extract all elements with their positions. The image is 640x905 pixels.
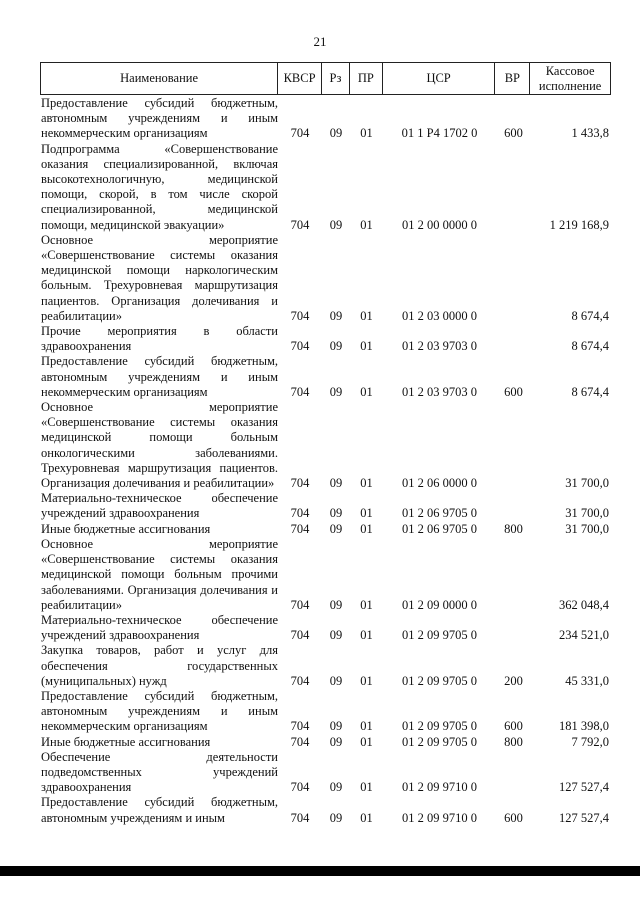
cell-kas: 45 331,0 — [565, 673, 609, 688]
table-row — [40, 537, 611, 613]
table-row — [40, 491, 611, 521]
cell-kvsr: 704 — [290, 506, 310, 521]
cell-rz: 09 — [329, 384, 343, 399]
table-row — [40, 96, 611, 142]
cell-pr: 01 — [360, 521, 373, 536]
cell-kvsr: 704 — [290, 734, 310, 749]
page-margin — [0, 876, 640, 905]
cell-name: Предоставление субсидий бюджетным, автономным учреждениям и иным некоммерческим организациям — [41, 96, 278, 141]
cell-kvsr: 704 — [290, 628, 310, 643]
cell-csr: 01 2 09 0000 0 — [402, 597, 477, 612]
cell-pr: 01 — [360, 734, 373, 749]
cell-csr: 01 2 09 9705 0 — [402, 628, 477, 643]
cell-kvsr: 704 — [290, 780, 310, 795]
header-vr: ВР — [495, 63, 530, 94]
cell-kas: 8 674,4 — [571, 384, 609, 399]
cell-pr: 01 — [360, 384, 373, 399]
cell-csr: 01 1 Р4 1702 0 — [401, 126, 478, 141]
cell-kas: 1 433,8 — [571, 126, 609, 141]
cell-kvsr: 704 — [290, 719, 310, 734]
cell-name: Прочие мероприятия в области здравоохранения — [41, 324, 278, 354]
cell-name: Основное мероприятие «Совершенствование системы оказания медицинской помощи больным прочими заболеваниями. Организация долечивания и реабилитации» — [41, 536, 278, 612]
cell-pr: 01 — [360, 780, 373, 795]
header-name: Наименование — [41, 63, 278, 94]
cell-name: Обеспечение деятельности подведомственных учреждений здравоохранения — [41, 749, 278, 795]
cell-pr: 01 — [360, 628, 373, 643]
cell-csr: 01 2 06 0000 0 — [402, 476, 477, 491]
cell-csr: 01 2 09 9705 0 — [402, 734, 477, 749]
cell-name: Иные бюджетные ассигнования — [41, 521, 211, 536]
cell-name: Подпрограмма «Совершенствование оказания специализированной, включая высокотехнологичную, медицинской помощи, скорой, в том числе скорой специализированной, медицинской помощи, медицинской эвакуации» — [41, 141, 278, 232]
cell-name: Материально-техническое обеспечение учреждений здравоохранения — [41, 491, 278, 521]
cell-rz: 09 — [329, 734, 343, 749]
cell-csr: 01 2 09 9710 0 — [402, 780, 477, 795]
table-row — [40, 613, 611, 643]
cell-kas: 127 527,4 — [559, 780, 609, 795]
cell-pr: 01 — [360, 308, 373, 323]
cell-vr: 600 — [504, 810, 523, 825]
cell-rz: 09 — [329, 597, 343, 612]
header-rz: Рз — [322, 63, 350, 94]
cell-kas: 31 700,0 — [565, 476, 609, 491]
cell-name: Предоставление субсидий бюджетным, автономным учреждениям и иным некоммерческим организациям — [41, 688, 278, 734]
cell-rz: 09 — [329, 308, 343, 323]
cell-csr: 01 2 03 9703 0 — [402, 339, 477, 354]
cell-vr: 600 — [504, 126, 523, 141]
table-row — [40, 689, 611, 735]
cell-csr: 01 2 03 0000 0 — [402, 308, 477, 323]
cell-rz: 09 — [329, 126, 343, 141]
header-pr: ПР — [350, 63, 383, 94]
cell-pr: 01 — [360, 673, 373, 688]
table-row — [40, 142, 611, 233]
table-row — [40, 400, 611, 491]
cell-kas: 234 521,0 — [559, 628, 609, 643]
cell-rz: 09 — [329, 339, 343, 354]
scan-border — [0, 866, 640, 876]
cell-pr: 01 — [360, 217, 373, 232]
cell-rz: 09 — [329, 628, 343, 643]
cell-vr: 800 — [504, 521, 523, 536]
cell-kas: 127 527,4 — [559, 810, 609, 825]
cell-kas: 362 048,4 — [559, 597, 609, 612]
cell-pr: 01 — [360, 597, 373, 612]
cell-csr: 01 2 06 9705 0 — [402, 506, 477, 521]
cell-pr: 01 — [360, 810, 373, 825]
cell-csr: 01 2 09 9705 0 — [402, 719, 477, 734]
table-row — [40, 233, 611, 324]
cell-kvsr: 704 — [290, 384, 310, 399]
cell-pr: 01 — [360, 719, 373, 734]
cell-rz: 09 — [329, 810, 343, 825]
cell-pr: 01 — [360, 476, 373, 491]
header-kvsr: КВСР — [278, 63, 322, 94]
table-row — [40, 795, 611, 825]
cell-kvsr: 704 — [290, 673, 310, 688]
table-row — [40, 354, 611, 400]
cell-rz: 09 — [329, 476, 343, 491]
cell-kas: 8 674,4 — [571, 339, 609, 354]
table-row — [40, 643, 611, 689]
table-row — [40, 522, 611, 537]
cell-kas: 1 219 168,9 — [549, 217, 609, 232]
cell-name: Основное мероприятие «Совершенствование системы оказания медицинской помощи наркологическим больным. Трехуровневая маршрутизация пациентов. Организация долечивания и реабилитации» — [41, 232, 278, 323]
cell-rz: 09 — [329, 673, 343, 688]
cell-kvsr: 704 — [290, 521, 310, 536]
cell-csr: 01 2 09 9710 0 — [402, 810, 477, 825]
cell-kvsr: 704 — [290, 597, 310, 612]
cell-rz: 09 — [329, 719, 343, 734]
cell-pr: 01 — [360, 126, 373, 141]
cell-rz: 09 — [329, 506, 343, 521]
cell-csr: 01 2 09 9705 0 — [402, 673, 477, 688]
cell-kas: 181 398,0 — [559, 719, 609, 734]
cell-vr: 200 — [504, 673, 523, 688]
cell-vr: 600 — [504, 719, 523, 734]
header-csr: ЦСР — [383, 63, 496, 94]
table-row — [40, 324, 611, 354]
cell-name: Предоставление субсидий бюджетным, автономным учреждениям и иным — [41, 795, 278, 825]
cell-pr: 01 — [360, 506, 373, 521]
cell-rz: 09 — [329, 521, 343, 536]
header-kassovoe: Кассовое исполнение — [538, 63, 602, 93]
cell-kas: 8 674,4 — [571, 308, 609, 323]
cell-kvsr: 704 — [290, 810, 310, 825]
cell-pr: 01 — [360, 339, 373, 354]
cell-kvsr: 704 — [290, 308, 310, 323]
cell-kas: 7 792,0 — [571, 734, 609, 749]
table-body — [40, 96, 611, 826]
cell-name: Материально-техническое обеспечение учреждений здравоохранения — [41, 612, 278, 643]
cell-kvsr: 704 — [290, 217, 310, 232]
cell-kvsr: 704 — [290, 126, 310, 141]
page-number: 21 — [313, 34, 327, 49]
cell-name: Предоставление субсидий бюджетным, автономным учреждениям и иным некоммерческим организациям — [41, 354, 278, 399]
cell-rz: 09 — [329, 217, 343, 232]
cell-csr: 01 2 06 9705 0 — [402, 521, 477, 536]
cell-csr: 01 2 00 0000 0 — [402, 217, 477, 232]
cell-name: Иные бюджетные ассигнования — [41, 734, 211, 749]
cell-name: Закупка товаров, работ и услуг для обеспечения государственных (муниципальных) нужд — [41, 643, 278, 688]
table-header — [40, 62, 611, 95]
table-row — [40, 735, 611, 750]
table-row — [40, 750, 611, 796]
cell-kas: 31 700,0 — [565, 506, 609, 521]
cell-kvsr: 704 — [290, 476, 310, 491]
cell-kvsr: 704 — [290, 339, 310, 354]
cell-name: Основное мероприятие «Совершенствование системы оказания медицинской помощи больным онкологическими заболеваниями. Трехуровневая маршрутизация пациентов. Организация долечивания и реабилитации» — [41, 400, 278, 491]
cell-vr: 800 — [504, 734, 523, 749]
cell-csr: 01 2 03 9703 0 — [402, 384, 477, 399]
cell-rz: 09 — [329, 780, 343, 795]
cell-vr: 600 — [504, 384, 523, 399]
cell-kas: 31 700,0 — [565, 521, 609, 536]
